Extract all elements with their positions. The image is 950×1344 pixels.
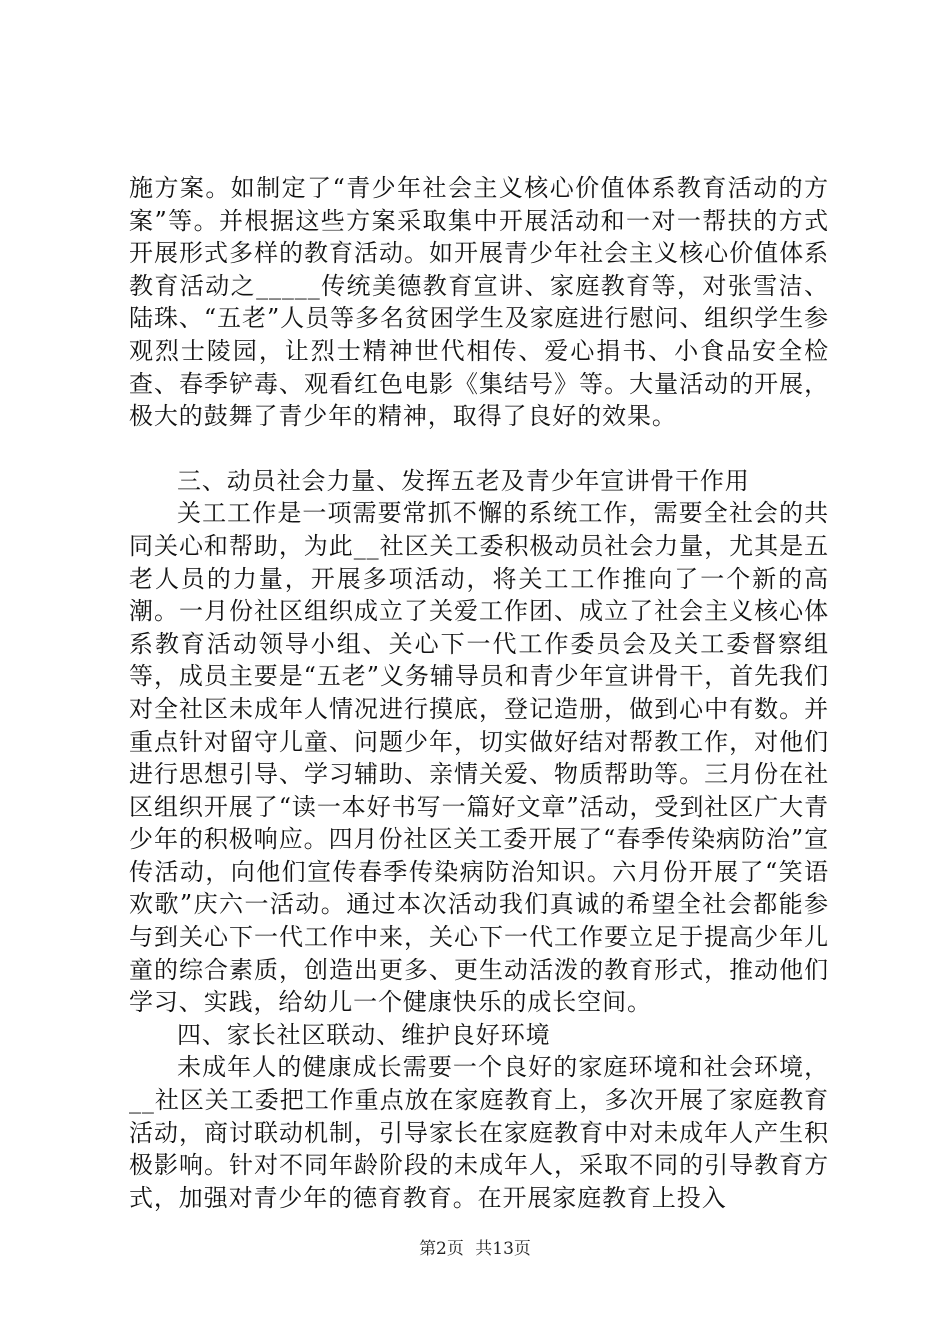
paragraph-family-community: 未成年人的健康成长需要一个良好的家庭环境和社会环境，__社区关工委把工作重点放在家庭教育上，多次开展了家庭教育活动，商讨联动机制，引导家长在家庭教育中对未成年人产生积极影响。针对不同年龄阶段的未成年人，采取不同的引导教育方式，加强对青少年的德育教育。在开展家庭教育上投入 bbox=[129, 1053, 829, 1212]
paragraph-social-forces: 关工工作是一项需要常抓不懈的系统工作，需要全社会的共同关心和帮助，为此__社区关工委积极动员社会力量，尤其是五老人员的力量，开展多项活动，将关工工作推向了一个新的高潮。一月份社区组织成立了关爱工作团、成立了社会主义核心体系教育活动领导小组、关心下一代工作委员会及关工委督察组等，成员主要是“五老”义务辅导员和青少年宣讲骨干，首先我们对全社区未成年人情况进行摸底，登记造册，做到心中有数。并重点针对留守儿童、问题少年，切实做好结对帮教工作，对他们进行思想引导、学习辅助、亲情关爱、物质帮助等。三月份在社区组织开展了“读一本好书写一篇好文章”活动，受到社区广大青少年的积极响应。四月份社区关工委开展了“春季传染病防治”宣传活动，向他们宣传春季传染病防治知识。六月份开展了“笑语欢歌”庆六一活动。通过本次活动我们真诚的希望全社会都能参与到关心下一代工作中来，关心下一代工作要立足于提高少年儿童的综合素质，创造出更多、更生动活泼的教育形式，推动他们学习、实践，给幼儿一个健康快乐的成长空间。 bbox=[129, 499, 829, 1017]
paragraph-activities: 施方案。如制定了“青少年社会主义核心价值体系教育活动的方案”等。并根据这些方案采取集中开展活动和一对一帮扶的方式开展形式多样的教育活动。如开展青少年社会主义核心价值体系教育活动之_____传统美德教育宣讲、家庭教育等，对张雪洁、陆珠、“五老”人员等多名贫困学生及家庭进行慰问、组织学生参观烈士陵园，让烈士精神世代相传、爱心捐书、小食品安全检查、春季铲毒、观看红色电影《集结号》等。大量活动的开展，极大的鼓舞了青少年的精神，取得了良好的效果。 bbox=[129, 174, 829, 431]
page-total: 共13页 bbox=[475, 1239, 531, 1259]
paragraph-spacer bbox=[129, 433, 829, 465]
section-heading-3: 三、动员社会力量、发挥五老及青少年宣讲骨干作用 bbox=[177, 466, 750, 495]
page-footer bbox=[0, 1238, 950, 1260]
page-number: 第2页 bbox=[419, 1239, 464, 1259]
document-body bbox=[129, 172, 829, 1214]
section-heading-4: 四、家长社区联动、维护良好环境 bbox=[177, 1020, 551, 1049]
